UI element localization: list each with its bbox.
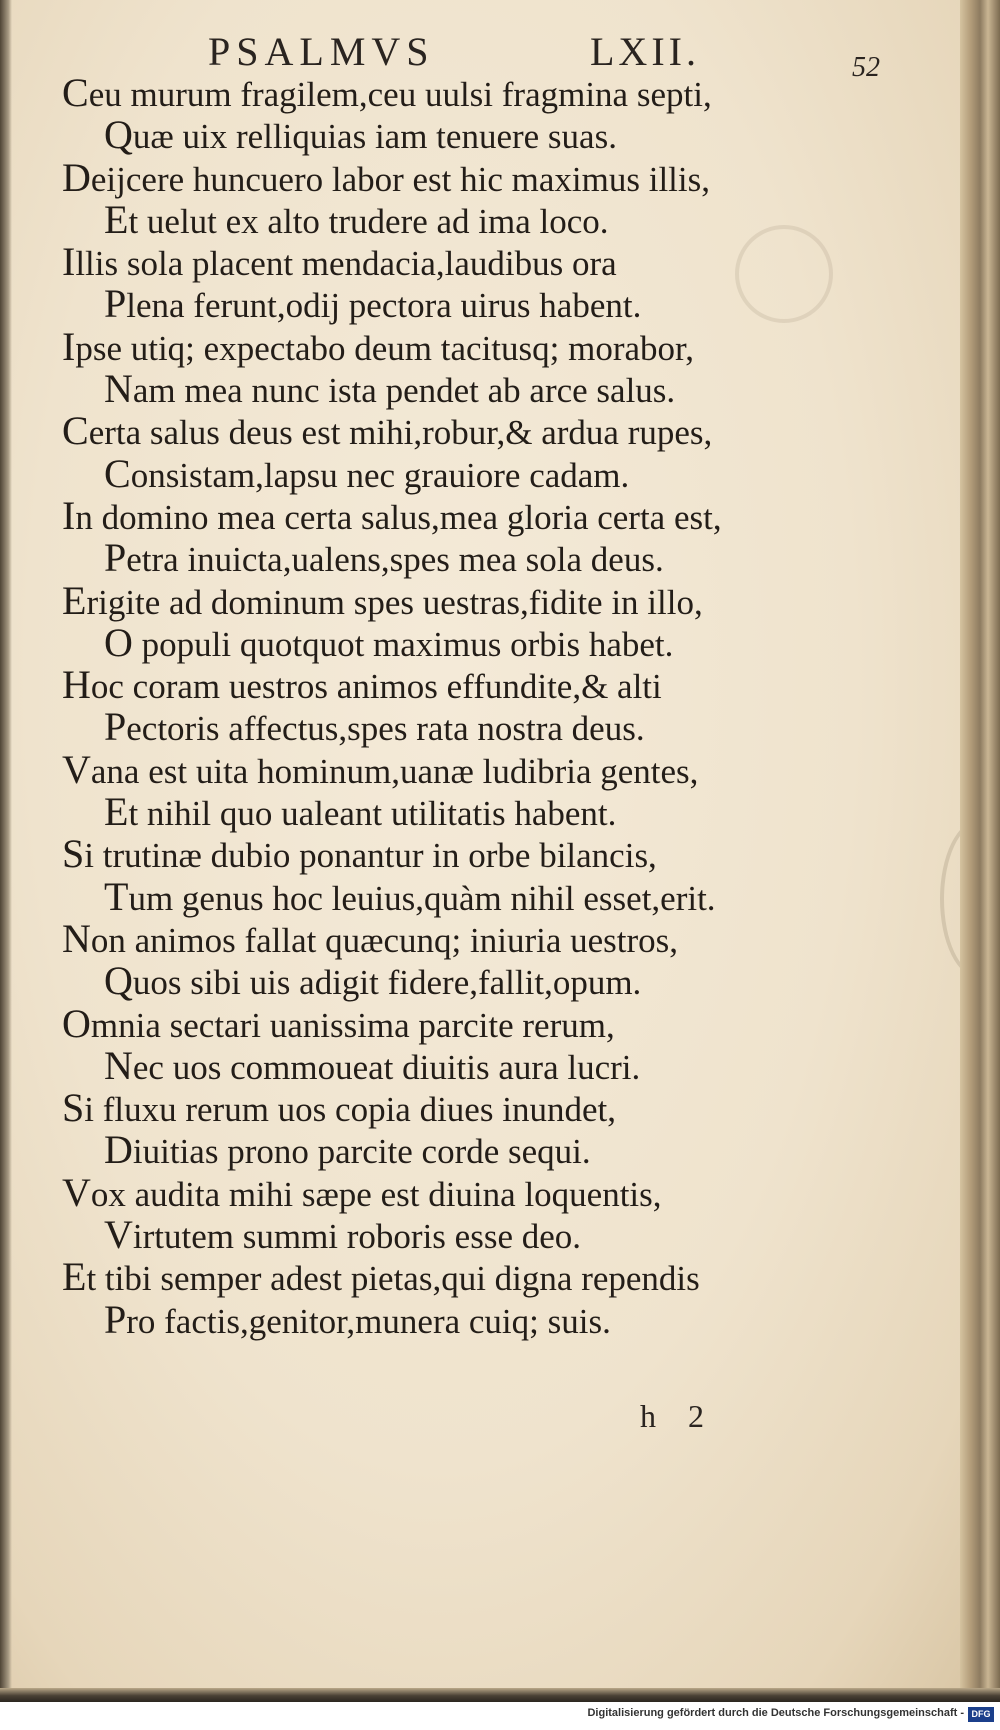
verse-line: Ceu murum fragilem,ceu uulsi fragmina septi, — [62, 70, 712, 115]
verse-line: Quæ uix relliquias iam tenuere suas. — [104, 112, 617, 158]
verse-line: Plena ferunt,odij pectora uirus habent. — [104, 281, 642, 327]
verse-line: Si fluxu rerum uos copia diues inundet, — [62, 1085, 616, 1131]
verse-line: Hoc coram uestros animos effundite,& alti — [62, 662, 662, 708]
verse-line: Consistam,lapsu nec grauiore cadam. — [104, 450, 630, 496]
digitization-footer — [0, 1702, 1000, 1730]
verse-line: In domino mea certa salus,mea gloria certa est, — [62, 492, 722, 538]
verse-line: Et uelut ex alto trudere ad ima loco. — [104, 196, 609, 242]
verse-line: Petra inuicta,ualens,spes mea sola deus. — [104, 535, 664, 581]
folio-number: 52 — [852, 52, 880, 83]
verse-line: Ipse utiq; expectabo deum tacitusq; morabor, — [62, 323, 695, 369]
dfg-logo: DFG — [968, 1707, 994, 1722]
verse-line: Non animos fallat quæcunq; iniuria uestros, — [62, 915, 679, 961]
verse-text — [0, 72, 1000, 1341]
verse-line: Deijcere huncuero labor est hic maximus illis, — [62, 154, 711, 200]
verse-line: Et nihil quo ualeant utilitatis habent. — [104, 789, 617, 835]
verse-line: Certa salus deus est mihi,robur,& ardua rupes, — [62, 408, 713, 454]
verse-line: Et tibi semper adest pietas,qui digna rependis — [62, 1254, 700, 1300]
book-bottom-edge — [0, 1688, 1000, 1702]
verse-line: Illis sola placent mendacia,laudibus ora — [62, 239, 617, 285]
verse-line: Si trutinæ dubio ponantur in orbe bilancis, — [62, 831, 657, 877]
funding-credit: Digitalisierung gefördert durch die Deutsche Forschungsgemeinschaft - — [587, 1707, 964, 1719]
running-head: PSALMVS — [208, 29, 435, 74]
verse-line: Tum genus hoc leuius,quàm nihil esset,erit. — [104, 873, 716, 919]
verse-line: Quos sibi uis adigit fidere,fallit,opum. — [104, 958, 642, 1004]
verse-line: Omnia sectari uanissima parcite rerum, — [62, 1000, 615, 1046]
verse-line: Erigite ad dominum spes uestras,fidite in illo, — [62, 577, 703, 623]
verse-line: O populi quotquot maximus orbis habet. — [104, 619, 674, 665]
psalm-number: LXII. — [590, 29, 700, 74]
verse-line: Diuitias prono parcite corde sequi. — [104, 1127, 591, 1173]
verse-line: Virtutem summi roboris esse deo. — [104, 1212, 582, 1258]
verse-line: Nam mea nunc ista pendet ab arce salus. — [104, 366, 676, 412]
signature-mark: h 2 — [640, 1398, 704, 1434]
verse-line: Vana est uita hominum,uanæ ludibria gentes, — [62, 746, 699, 792]
verse-line: Pectoris affectus,spes rata nostra deus. — [104, 704, 645, 750]
verse-line: Nec uos commoueat diuitis aura lucri. — [104, 1042, 641, 1088]
verse-line: Pro factis,genitor,munera cuiq; suis. — [104, 1296, 611, 1342]
verse-line: Vox audita mihi sæpe est diuina loquentis, — [62, 1169, 662, 1215]
